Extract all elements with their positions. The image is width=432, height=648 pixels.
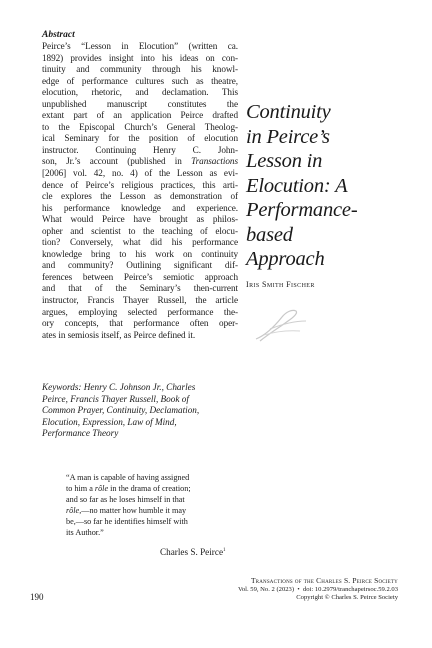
abstract-line: and that of the Seminary’s then-current <box>42 283 238 294</box>
title-line: Performance- <box>246 199 358 221</box>
abstract-section <box>42 30 238 341</box>
abstract-line: tion? Conversely, what did his performance <box>42 237 238 248</box>
abstract-line: [2006] vol. 42, no. 4) of the Lesson as evi- <box>42 168 238 179</box>
keywords-line: Peirce, Francis Thayer Russell, Book of <box>42 393 189 404</box>
title-line: in Peirce’s <box>246 125 330 148</box>
abstract-line: to the Episcopal Church’s General Theolog- <box>42 121 238 132</box>
journal-issue: Vol. 59, No. 2 (2023) <box>237 585 295 593</box>
abstract-line: ical Seminary for the position of elocution <box>42 133 238 144</box>
copyright-line: Copyright © Charles S. Peirce Society <box>296 594 398 602</box>
issue-and-doi: Vol. 59, No. 2 (2023) • doi: 10.2979/tranchapeirsoc.59.2.03 <box>237 585 398 593</box>
abstract-line: What would Peirce have brought as philos- <box>42 214 238 225</box>
flourish-ornament <box>252 305 312 345</box>
abstract-heading: Abstract <box>42 30 75 40</box>
abstract-line: argues, employing selected performance the- <box>42 306 238 317</box>
keywords-line: Keywords: Henry C. Johnson Jr., Charles <box>42 382 196 392</box>
abstract-line: ferences between Peirce’s semiotic approach <box>42 271 238 282</box>
abstract-text <box>42 41 238 341</box>
abstract-line: 1892) provides insight into his ideas on con- <box>42 52 238 63</box>
keywords-line: Performance Theory <box>42 428 119 439</box>
keywords-line: Common Prayer, Continuity, Declamation, <box>42 405 200 416</box>
abstract-line: ory concepts, that performance often oper- <box>42 318 238 329</box>
epigraph-line: be,—so far he identifies himself with <box>66 516 188 526</box>
epigraph-line: to him a rôle in the drama of creation; <box>66 483 191 493</box>
title-line: Lesson in <box>246 150 323 172</box>
epigraph-line: rôle,—no matter how humble it may <box>66 505 187 515</box>
keywords-line: Elocution, Expression, Law of Mind, <box>42 416 177 427</box>
abstract-line: dence of Peirce’s religious practices, this arti- <box>42 179 238 190</box>
title-line: based <box>246 223 293 246</box>
abstract-line: ates in semiosis itself, as Peirce defined it. <box>42 329 196 340</box>
epigraph-line: and so far as he loses himself in that <box>66 494 185 504</box>
title-line: Continuity <box>246 101 331 123</box>
abstract-line: opher and scientist to the teaching of elocu- <box>42 225 238 236</box>
abstract-line: edge of performance cultures such as theatre, <box>42 75 238 86</box>
abstract-line: Peirce’s “Lesson in Elocution” (written ca. <box>42 41 238 51</box>
journal-doi: doi: 10.2979/tranchapeirsoc.59.2.03 <box>302 585 398 593</box>
abstract-line: cle explores the Lesson as demonstration of <box>42 191 238 202</box>
title-line: Approach <box>246 248 325 270</box>
page-number: 190 <box>30 592 44 602</box>
abstract-line: tinuity and community through his knowl- <box>42 64 238 75</box>
article-author: Iris Smith Fischer <box>246 279 315 289</box>
abstract-line: and community? Outlining significant dif- <box>42 260 238 271</box>
footnote-mark: 1 <box>223 548 226 553</box>
abstract-line: son, Jr.’s account (published in Transactions <box>42 156 238 167</box>
abstract-line: his performance knowledge and experience. <box>42 202 238 213</box>
abstract-line: knowledge bring to his work on continuity <box>42 248 238 259</box>
abstract-line: instructor. Continuing Henry C. John- <box>42 144 238 155</box>
epigraph-author-name: Charles S. Peirce <box>160 547 224 558</box>
epigraph-attribution <box>160 545 260 558</box>
title-line: Elocution: A <box>246 174 348 197</box>
epigraph-quote <box>66 473 226 538</box>
abstract-line: extant part of an application Peirce drafted <box>42 110 238 121</box>
epigraph-line: its Author.” <box>66 527 104 537</box>
abstract-line: unpublished manuscript constitutes the <box>42 98 238 109</box>
article-title-block <box>246 100 416 289</box>
epigraph-line: “A man is capable of having assigned <box>66 473 190 482</box>
journal-footer <box>198 577 398 603</box>
journal-name: Transactions of the Charles S. Peirce Society <box>250 576 398 585</box>
abstract-line: elocution, rhetoric, and declamation. This <box>42 87 238 98</box>
article-title <box>246 100 416 272</box>
keywords <box>42 382 238 440</box>
abstract-line: instructor, Francis Thayer Russell, the article <box>42 295 238 306</box>
